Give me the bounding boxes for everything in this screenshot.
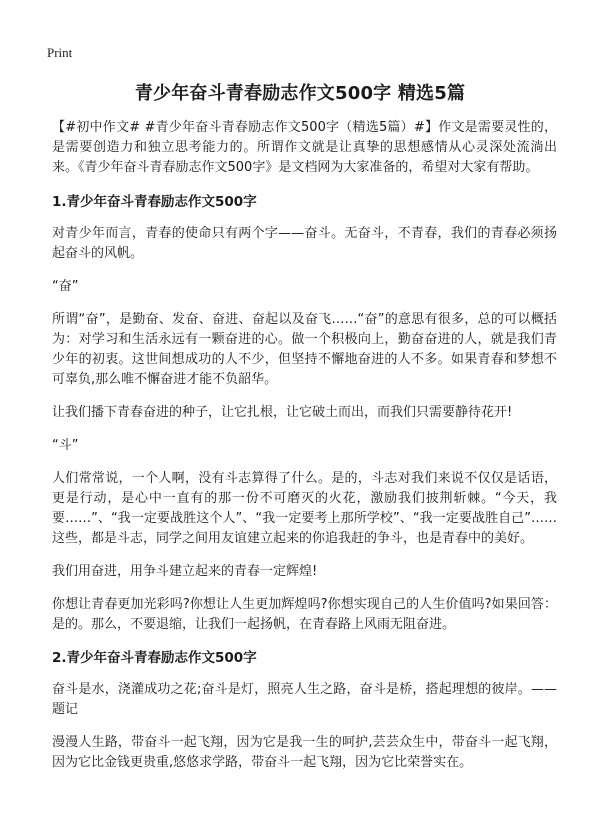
paragraph: 让我们播下青春奋进的种子，让它扎根，让它破土而出，而我们只需要静待花开! bbox=[52, 405, 513, 420]
subheading-fen: “奋” bbox=[52, 279, 79, 294]
print-link[interactable]: Print bbox=[47, 45, 73, 60]
paragraph: 人们常常说，一个人啊，没有斗志算得了什么。是的，斗志对我们来说不仅仅是话语，更是行动，是心中一直有的那一份不可磨灭的火花，激励我们披荆斩棘。“今天，我要……”、“我一定要战胜这个人”、“我一定要考上那所学校”、“我一定要战胜自己”……这些，都是斗志，同学之间用友谊建立起来的你追我赶的争斗，也是青春中的美好。 bbox=[52, 471, 557, 546]
paragraph: 你想让青春更加光彩吗?你想让人生更加辉煌吗?你想实现自己的人生价值吗?如果回答：是的。那么，不要退缩，让我们一起扬帆，在青春路上风雨无阻奋进。 bbox=[52, 597, 557, 632]
paragraph: 对青少年而言，青春的使命只有两个字——奋斗。无奋斗，不青春，我们的青春必须扬起奋斗的风帆。 bbox=[52, 226, 557, 261]
paragraph: 所谓“奋”，是勤奋、发奋、奋进、奋起以及奋飞……“奋”的意思有很多，总的可以概括为：对学习和生活永远有一颗奋进的心。做一个积极向上，勤奋奋进的人，就是我们青少年的初衷。这世间想成功的人不少，但坚持不懈地奋进的人不多。如果青春和梦想不可辜负,那么唯不懈奋进才能不负韶华。 bbox=[52, 312, 557, 387]
paragraph: 我们用奋进，用争斗建立起来的青春一定辉煌! bbox=[52, 564, 318, 579]
paragraph: 奋斗是水，浇灌成功之花;奋斗是灯，照亮人生之路，奋斗是桥，搭起理想的彼岸。——题记 bbox=[52, 682, 557, 717]
intro-paragraph: 【#初中作文# #青少年奋斗青春励志作文500字（精选5篇）#】作文是需要灵性的，是需要创造力和独立思考能力的。所谓作文就是让真挚的思想感情从心灵深处流淌出来。《青少年奋斗青春励志作文500字》是文档网为大家准备的，希望对大家有帮助。 bbox=[52, 120, 557, 175]
paragraph: 漫漫人生路，带奋斗一起飞翔，因为它是我一生的呵护,芸芸众生中，带奋斗一起飞翔，因为它比金钱更贵重,悠悠求学路，带奋斗一起飞翔，因为它比荣誉实在。 bbox=[52, 735, 557, 770]
page-title: 青少年奋斗青春励志作文500字 精选5篇 bbox=[134, 83, 466, 104]
subheading-dou: “斗” bbox=[52, 438, 79, 453]
section-heading: 1.青少年奋斗青春励志作文500字 bbox=[52, 194, 257, 210]
section-heading: 2.青少年奋斗青春励志作文500字 bbox=[52, 650, 257, 666]
article-body bbox=[52, 118, 557, 786]
